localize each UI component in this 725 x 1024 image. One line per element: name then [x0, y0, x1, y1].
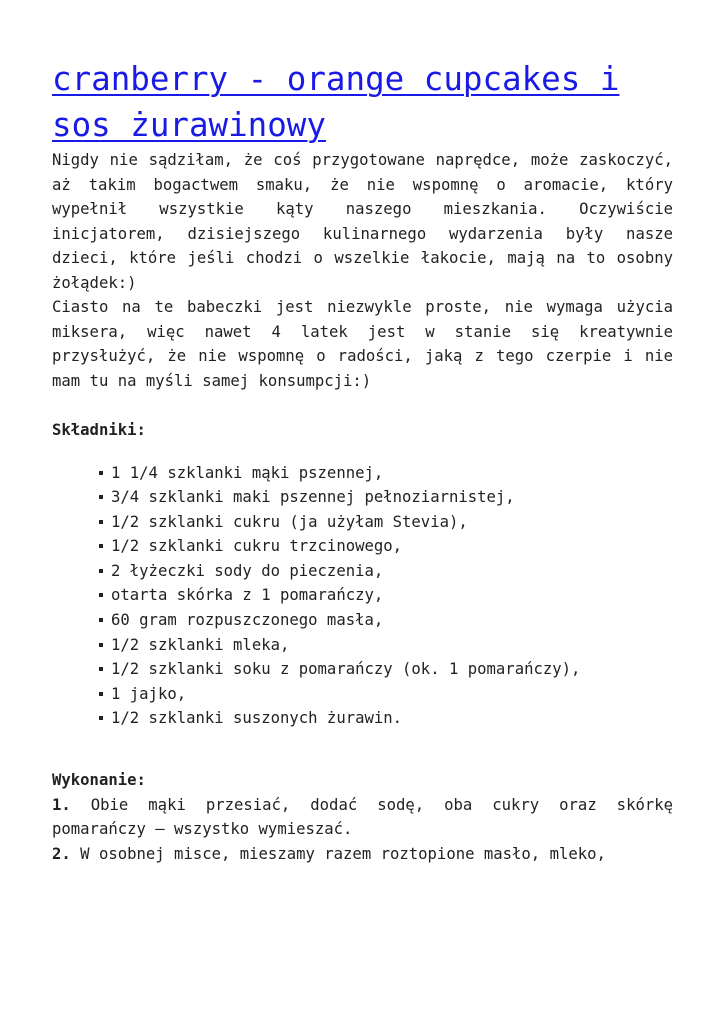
ingredients-heading: Składniki:: [52, 421, 146, 439]
bullet-icon: [99, 569, 103, 573]
bullet-icon: [99, 618, 103, 622]
list-item: [98, 633, 673, 658]
ingredient-text: 2 łyżeczki sody do pieczenia,: [111, 561, 384, 580]
list-item: [98, 534, 673, 559]
list-item: [98, 485, 673, 510]
step-number: 2.: [52, 844, 71, 863]
ingredient-text: 1/2 szklanki cukru (ja użyłam Stevia),: [111, 512, 468, 531]
ingredient-text: 1 jajko,: [111, 684, 187, 703]
bullet-icon: [99, 544, 103, 548]
ingredients-list: [52, 461, 673, 732]
ingredient-text: 1/2 szklanki suszonych żurawin.: [111, 709, 403, 728]
method-step-2: [52, 842, 673, 867]
ingredient-text: otarta skórka z 1 pomarańczy,: [111, 586, 384, 605]
list-item: [98, 706, 673, 731]
bullet-icon: [99, 643, 103, 647]
list-item: [98, 583, 673, 608]
ingredient-text: 1 1/4 szklanki mąki pszennej,: [111, 463, 384, 482]
list-item: [98, 559, 673, 584]
ingredient-text: 1/2 szklanki mleka,: [111, 635, 290, 654]
bullet-icon: [99, 692, 103, 696]
ingredient-text: 3/4 szklanki maki pszennej pełnoziarnistej,: [111, 488, 515, 507]
bullet-icon: [99, 667, 103, 671]
list-item: [98, 510, 673, 535]
ingredient-text: 1/2 szklanki soku z pomarańczy (ok. 1 pomarańczy),: [111, 660, 581, 679]
bullet-icon: [99, 495, 103, 499]
ingredient-text: 1/2 szklanki cukru trzcinowego,: [111, 537, 403, 556]
list-item: [98, 682, 673, 707]
article-title-link[interactable]: cranberry - orange cupcakes i sos żurawinowy: [52, 60, 620, 144]
method-step-1: [52, 793, 673, 842]
bullet-icon: [99, 471, 103, 475]
article-title: [52, 56, 673, 148]
step-text: W osobnej misce, mieszamy razem roztopione masło, mleko,: [80, 844, 606, 863]
step-text: Obie mąki przesiać, dodać sodę, oba cukry oraz skórkę pomarańczy – wszystko wymieszać.: [52, 795, 674, 839]
bullet-icon: [99, 520, 103, 524]
article: [52, 56, 673, 866]
bullet-icon: [99, 593, 103, 597]
method-heading: Wykonanie:: [52, 771, 146, 790]
ingredient-text: 60 gram rozpuszczonego masła,: [111, 611, 384, 630]
list-item: [98, 657, 673, 682]
bullet-icon: [99, 716, 103, 720]
list-item: [98, 608, 673, 633]
intro-paragraph: Nigdy nie sądziłam, że coś przygotowane naprędce, może zaskoczyć, aż takim bogactwem smaku, że nie wspomnę o aromacie, który wypełnił wszystkie kąty naszego mieszkania. Oczywiście inicjatorem, dzisiejszego kulinarnego wydarzenia były nasze dzieci, które jeśli chodzi o wszelkie łakocie, mają na to osobny żołądek:): [52, 151, 673, 292]
dough-paragraph: Ciasto na te babeczki jest niezwykle proste, nie wymaga użycia miksera, więc nawet 4 latek jest w stanie się kreatywnie przysłużyć, że nie wspomnę o radości, jaką z tego czerpie i nie mam tu na myśli samej konsumpcji:): [52, 298, 673, 390]
list-item: [98, 461, 673, 486]
step-number: 1.: [52, 795, 71, 814]
